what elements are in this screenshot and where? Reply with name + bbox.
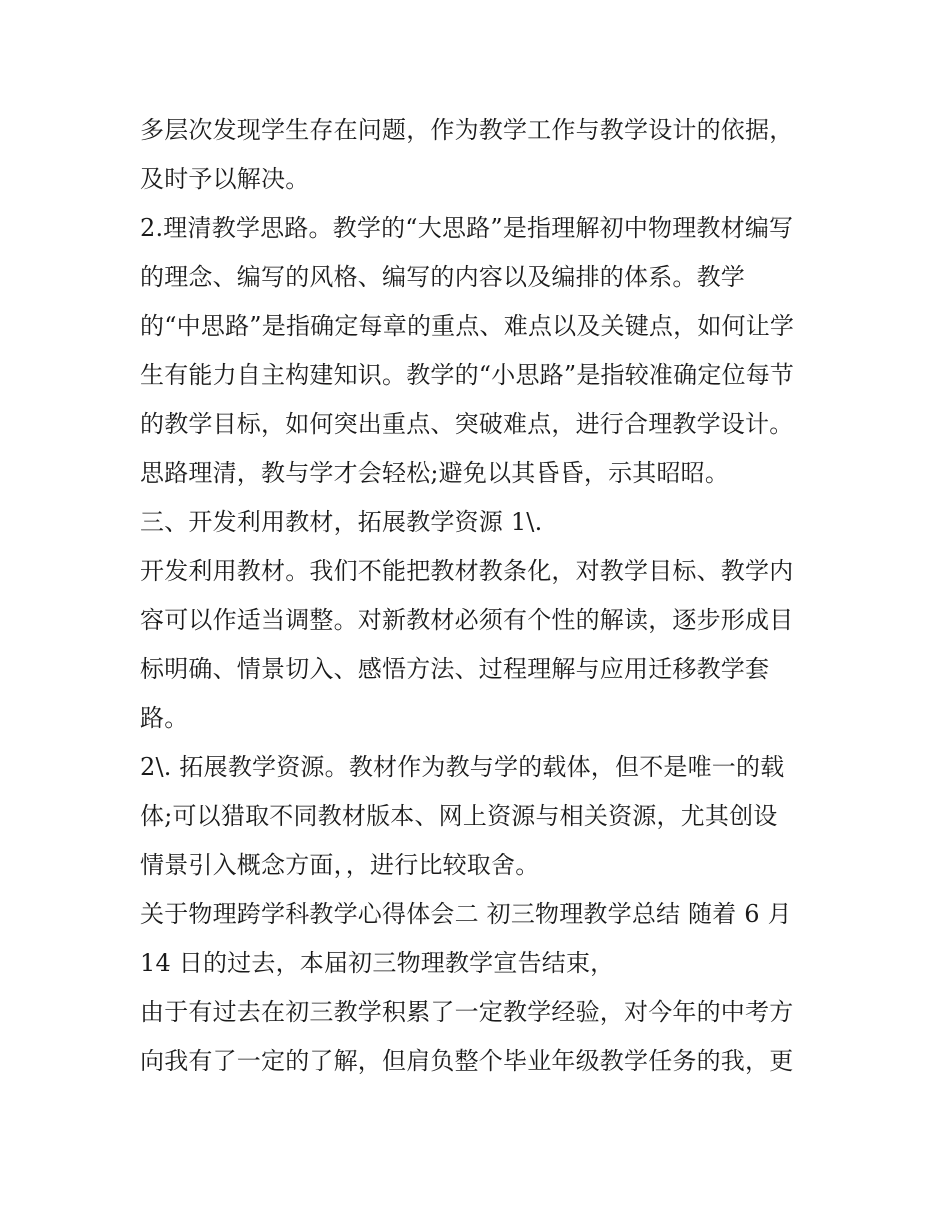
text-line: 向我有了一定的了解，但肩负整个毕业年级教学任务的我，更 (140, 1047, 794, 1075)
text-line: 14 日的过去，本届初三物理教学宣告结束， (140, 949, 615, 977)
section-heading: 三、开发利用教材，拓展教学资源 1\. (140, 508, 543, 536)
text-line: 路。 (140, 704, 189, 732)
text-line: 开发利用教材。我们不能把教材教条化，对教学目标、教学内 (140, 557, 794, 585)
text-line: 的教学目标，如何突出重点、突破难点，进行合理教学设计。 (140, 410, 794, 438)
text-line: 体;可以猎取不同教材版本、网上资源与相关资源，尤其创设 (140, 802, 778, 830)
text-line: 由于有过去在初三教学积累了一定教学经验，对今年的中考方 (140, 998, 794, 1026)
text-line: 的“中思路”是指确定每章的重点、难点以及关键点，如何让学 (140, 312, 795, 340)
text-line: 情景引入概念方面，，进行比较取舍。 (140, 851, 540, 879)
text-line: 的理念、编写的风格、编写的内容以及编排的体系。教学 (140, 263, 745, 291)
text-line: 标明确、情景切入、感悟方法、过程理解与应用迁移教学套 (140, 655, 770, 683)
text-line: 多层次发现学生存在问题，作为教学工作与教学设计的依据， (140, 116, 794, 144)
text-line: 2\. 拓展教学资源。教材作为教与学的载体，但不是唯一的载 (140, 753, 785, 781)
text-line: 生有能力自主构建知识。教学的“小思路”是指较准确定位每节 (140, 361, 795, 389)
text-line: 关于物理跨学科教学心得体会二 初三物理教学总结 随着 6 月 (140, 900, 792, 928)
text-line: 2.理清教学思路。教学的“大思路”是指理解初中物理教材编写 (140, 214, 794, 242)
document-body (140, 106, 820, 1086)
text-line: 思路理清，教与学才会轻松;避免以其昏昏，示其昭昭。 (140, 459, 730, 487)
text-line: 及时予以解决。 (140, 165, 310, 193)
text-line: 容可以作适当调整。对新教材必须有个性的解读，逐步形成目 (140, 606, 794, 634)
